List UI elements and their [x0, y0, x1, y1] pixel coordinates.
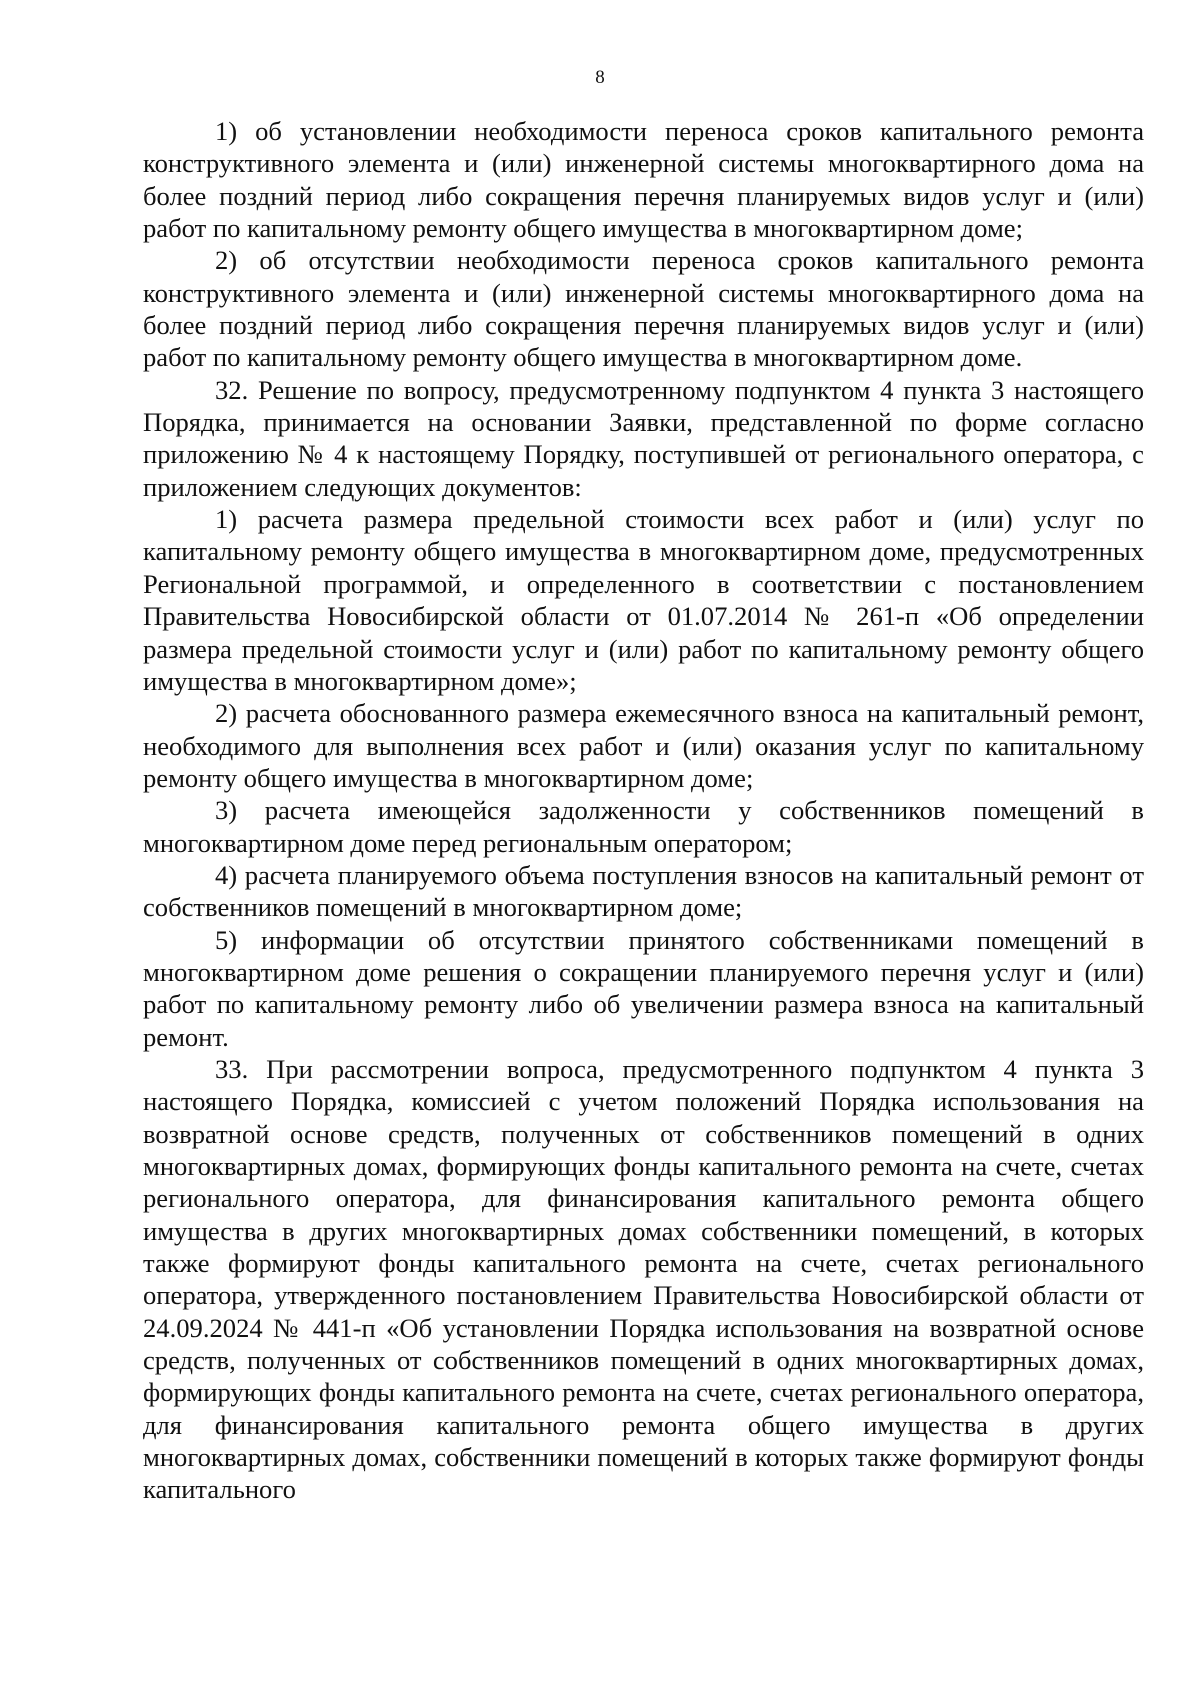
paragraph-32-item-2: 2) расчета обоснованного размера ежемесячного взноса на капитальный ремонт, необходимого для выполнения всех работ и (или) оказания услуг по капитальному ремонту общего имущества в многоквартирном доме;	[143, 698, 1144, 793]
paragraph-32-item-1: 1) расчета размера предельной стоимости всех работ и (или) услуг по капитальному ремонту общего имущества в многоквартирном доме, предусмотренных Региональной программой, и определенного в соответствии с постановлением Правительства Новосибирской области от 01.07.2014 № 261-п «Об определении размера предельной стоимости услуг и (или) работ по капитальному ремонту общего имущества в многоквартирном доме»;	[143, 504, 1144, 696]
paragraph-32: 32. Решение по вопросу, предусмотренному подпунктом 4 пункта 3 настоящего Порядка, принимается на основании Заявки, представленной по форме согласно приложению № 4 к настоящему Порядку, поступившей от регионального оператора, с приложением следующих документов:	[143, 374, 1144, 502]
paragraph-32-item-3: 3) расчета имеющейся задолженности у собственников помещений в многоквартирном доме перед региональным оператором;	[143, 795, 1144, 858]
paragraph-32-item-4: 4) расчета планируемого объема поступления взносов на капитальный ремонт от собственников помещений в многоквартирном доме;	[143, 859, 1144, 923]
page-number: 8	[595, 67, 605, 88]
paragraph-2: 2) об отсутствии необходимости переноса сроков капитального ремонта конструктивного элемента и (или) инженерной системы многоквартирного дома на более поздний период либо сокращения перечня планируемых видов услуг и (или) работ по капитальному ремонту общего имущества в многоквартирном доме.	[143, 245, 1144, 373]
paragraph-1: 1) об установлении необходимости переноса сроков капитального ремонта конструктивного элемента и (или) инженерной системы многоквартирного дома на более поздний период либо сокращения перечня планируемых видов услуг и (или) работ по капитальному ремонту общего имущества в многоквартирном доме;	[143, 116, 1144, 244]
paragraph-32-item-5: 5) информации об отсутствии принятого собственниками помещений в многоквартирном доме решения о сокращении планируемого перечня услуг и (или) работ по капитальному ремонту либо об увеличении размера взноса на капитальный ремонт.	[143, 924, 1144, 1052]
document-body	[143, 115, 1144, 1506]
paragraph-33: 33. При рассмотрении вопроса, предусмотренного подпунктом 4 пункта 3 настоящего Порядка, комиссией с учетом положений Порядка использования на возвратной основе средств, полученных от собственников помещений в одних многоквартирных домах, формирующих фонды капитального ремонта на счете, счетах регионального оператора, для финансирования капитального ремонта общего имущества в других многоквартирных домах собственники помещений, в которых также формируют фонды капитального ремонта на счете, счетах регионального оператора, утвержденного постановлением Правительства Новосибирской области от 24.09.2024 № 441-п «Об установлении Порядка использования на возвратной основе средств, полученных от собственников помещений в одних многоквартирных домах, формирующих фонды капитального ремонта на счете, счетах регионального оператора, для финансирования капитального ремонта общего имущества в других многоквартирных домах, собственники помещений в которых также формируют фонды капитального	[143, 1053, 1144, 1505]
